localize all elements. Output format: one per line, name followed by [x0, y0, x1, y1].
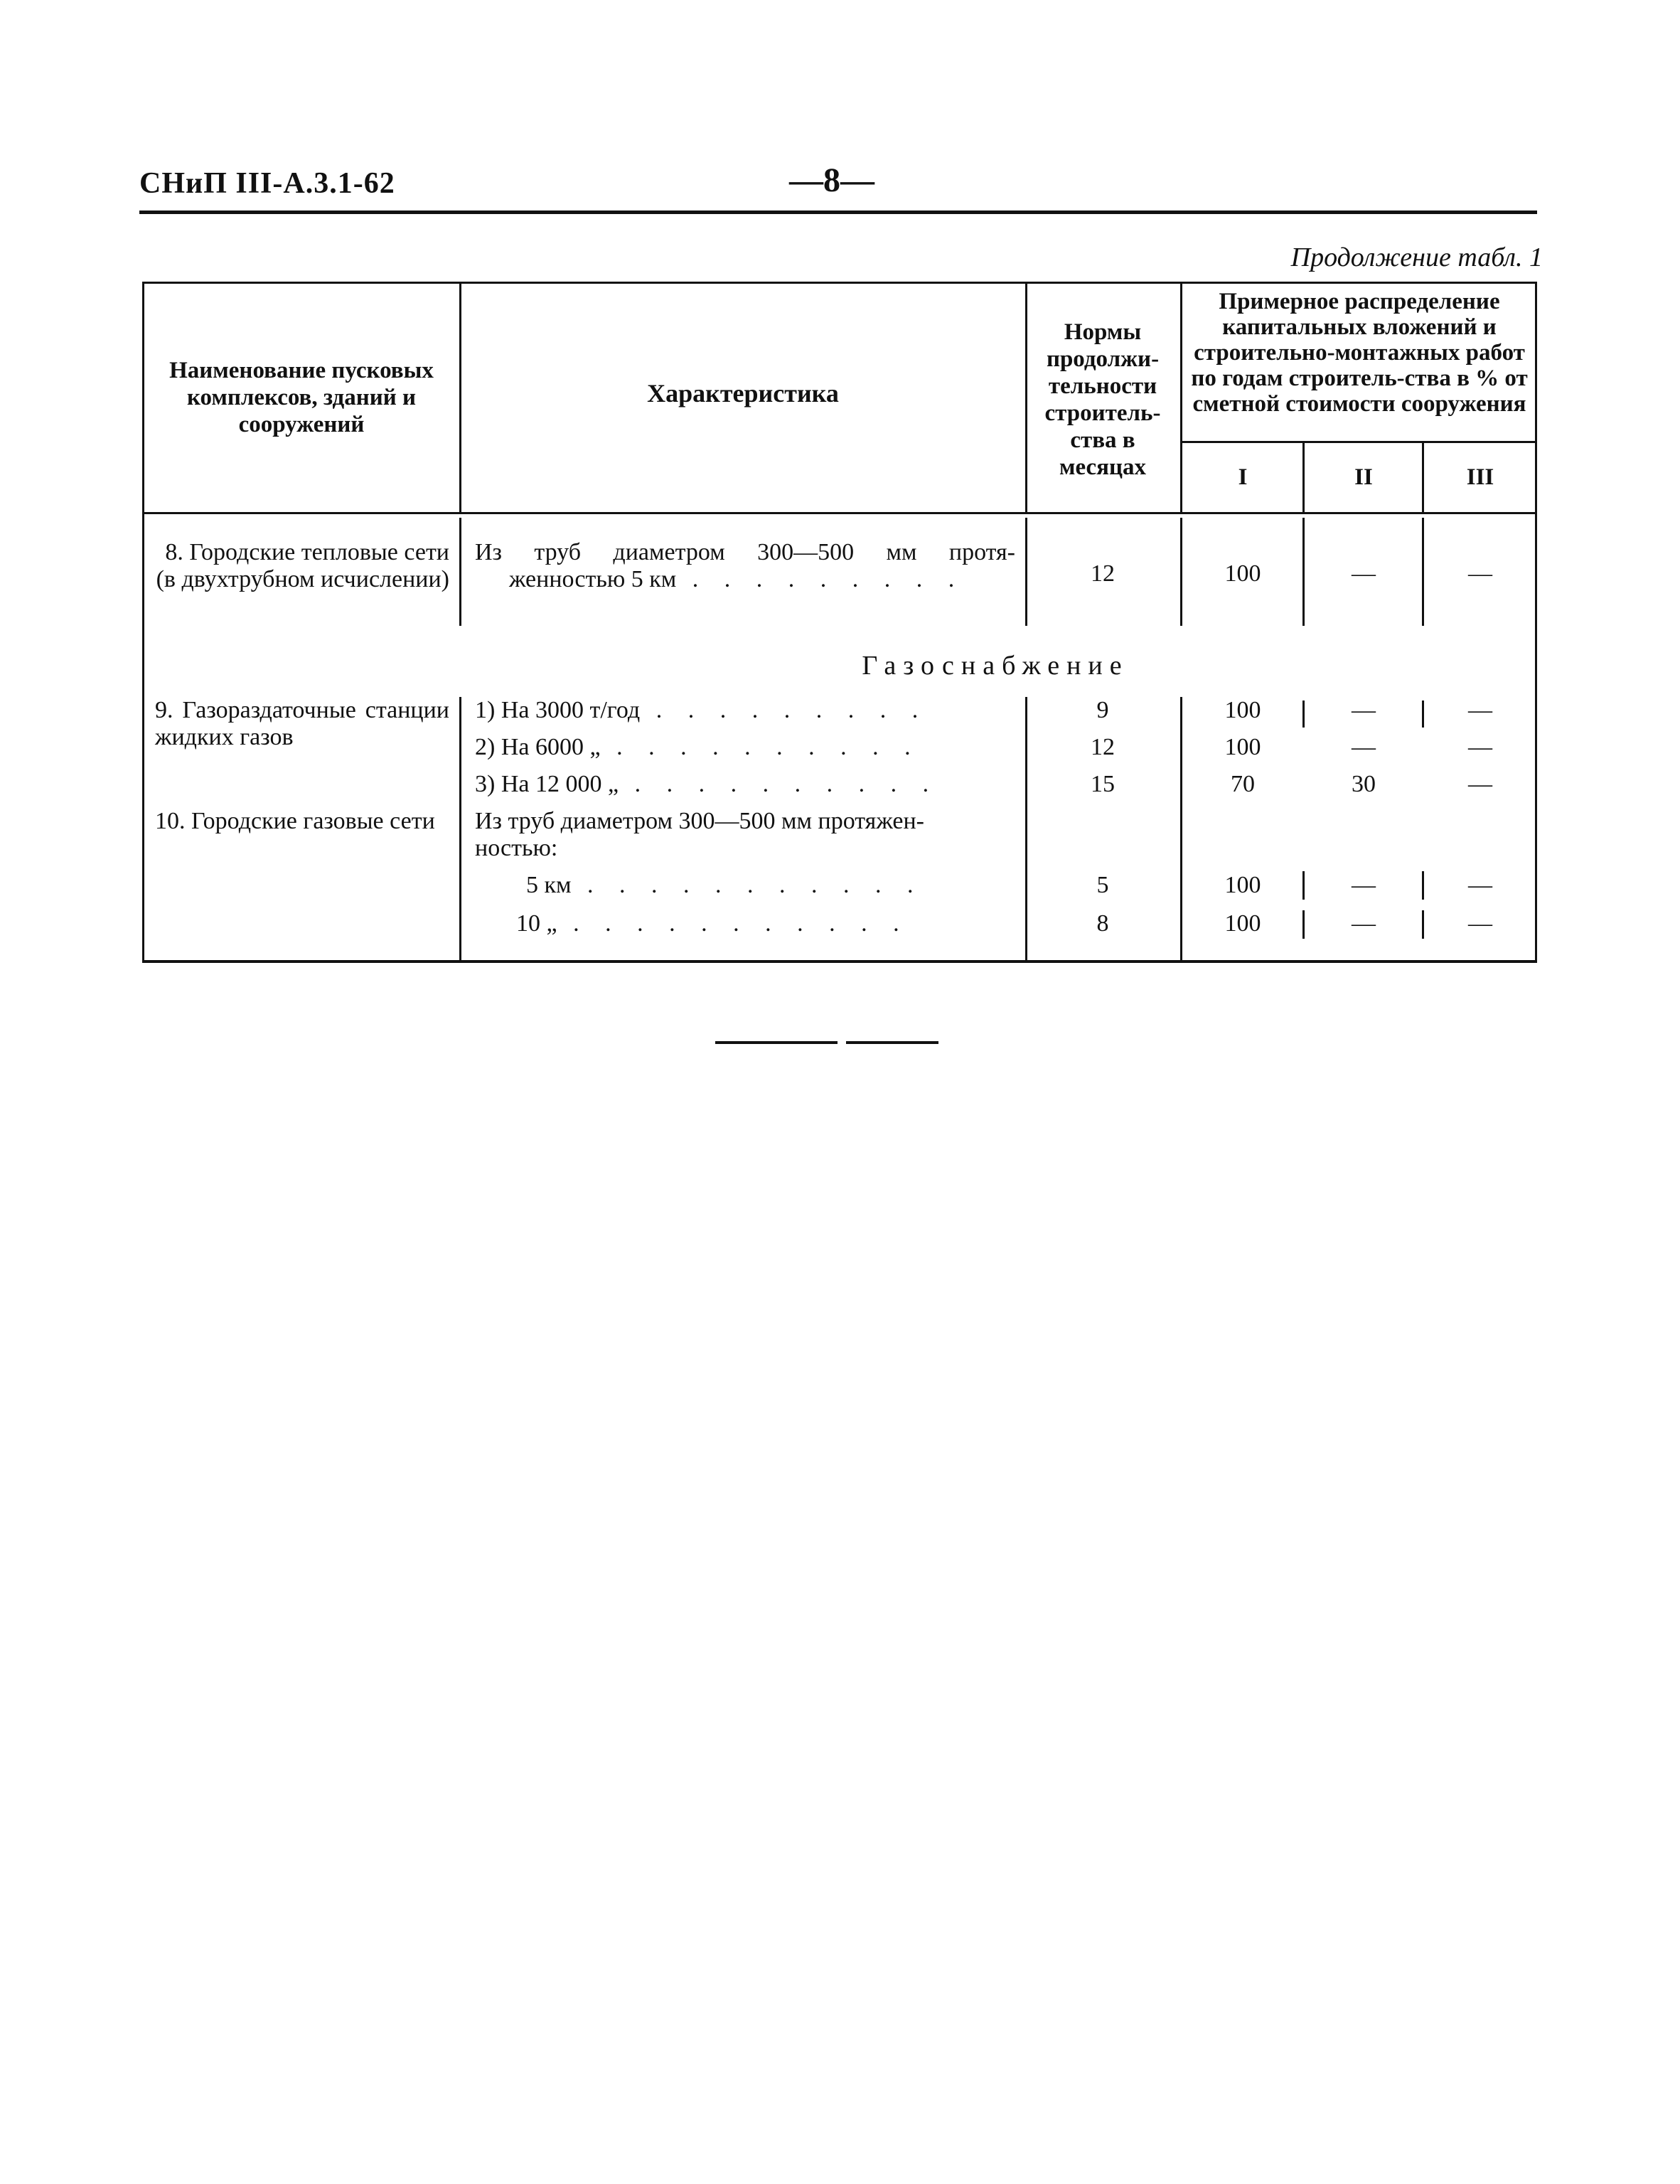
char-text: женностью 5 км	[509, 566, 677, 592]
leader-dots: . . . . . . . . .	[640, 697, 929, 723]
char-text: 10 „	[516, 910, 557, 937]
col-divider	[1302, 910, 1305, 939]
header-year-1: I	[1238, 464, 1248, 490]
leader-dots: . . . . . . . . . . .	[557, 910, 909, 937]
row-year1-gasnet-1: 100	[1224, 872, 1261, 898]
col-divider	[1302, 518, 1305, 626]
document-code: СНиП III-А.3.1-62	[139, 167, 395, 200]
row-year1-gas-1: 100	[1224, 697, 1261, 723]
row-year2-gasnet-2: —	[1352, 910, 1376, 937]
row-duration-gasnet-1: 5	[1096, 872, 1109, 898]
row-char-gasnet-intro-line2: ностью:	[475, 835, 558, 861]
row-duration-gas-1: 9	[1096, 697, 1109, 723]
row-year2-gas-2: —	[1352, 734, 1376, 760]
continuation-label: Продолжение табл. 1	[1290, 243, 1543, 272]
row-name-heat-networks: 8. Городские тепловые сети (в двухтрубном исчислении)	[156, 539, 449, 592]
leader-dots: . . . . . . . . . .	[600, 734, 921, 760]
distribution-header-rule	[1180, 441, 1537, 443]
row-char-gas-2	[475, 734, 1022, 761]
table-top-rule	[142, 282, 1537, 284]
table-bottom-rule	[142, 960, 1537, 963]
row-year1-gas-2: 100	[1224, 734, 1261, 760]
col-divider	[1025, 518, 1027, 626]
col-divider	[1422, 701, 1424, 728]
row-char-heat-line2	[509, 566, 1015, 593]
row-year2-gasnet-1: —	[1352, 872, 1376, 898]
header-year-2: II	[1354, 464, 1373, 490]
end-rule-left	[715, 1041, 838, 1044]
row-duration-gas-3: 15	[1091, 771, 1115, 797]
header-duration: Нормы продолжи-тельности строитель-ства в месяцах	[1044, 319, 1161, 480]
row-year1-gasnet-2: 100	[1224, 910, 1261, 937]
row-name-gas-stations: 9. Газораздаточные станции жидких газов	[155, 697, 449, 750]
row-year3-gas-1: —	[1468, 697, 1492, 723]
row-year3-gasnet-2: —	[1468, 910, 1492, 937]
leader-dots: . . . . . . . . . . .	[571, 872, 924, 898]
row-year3-gas-3: —	[1468, 771, 1492, 797]
row-char-gas-1	[475, 697, 1022, 724]
row-char-gasnet-2	[516, 910, 1024, 937]
row-name-gas-networks: 10. Городские газовые сети	[155, 808, 435, 834]
col-divider	[459, 282, 461, 514]
row-duration-gasnet-2: 8	[1096, 910, 1109, 937]
col-divider	[1422, 441, 1424, 514]
row-year3-gas-2: —	[1468, 734, 1492, 760]
leader-dots: . . . . . . . . . .	[619, 771, 939, 797]
col-divider	[1180, 282, 1182, 514]
char-text: 5 км	[526, 872, 572, 898]
header-characteristic: Характеристика	[647, 379, 839, 407]
row-char-gas-3	[475, 771, 1022, 798]
col-divider	[1025, 282, 1027, 514]
header-rule	[139, 211, 1537, 214]
row-duration-heat: 12	[1091, 560, 1115, 587]
header-year-3: III	[1466, 464, 1494, 490]
row-year2-gas-3: 30	[1352, 771, 1376, 797]
col-divider	[1025, 697, 1027, 960]
row-year1-heat: 100	[1224, 560, 1261, 587]
char-text: 2) На 6000 „	[475, 734, 601, 760]
row-year2-heat: —	[1352, 560, 1376, 587]
col-divider	[459, 697, 461, 960]
leader-dots: . . . . . . . . .	[676, 566, 965, 592]
row-year2-gas-1: —	[1352, 697, 1376, 723]
col-divider	[459, 518, 461, 626]
row-year3-gasnet-1: —	[1468, 872, 1492, 898]
col-divider	[1180, 697, 1182, 960]
header-name: Наименование пусковых комплексов, зданий и сооружений	[169, 358, 434, 437]
col-divider	[1302, 871, 1305, 900]
col-divider	[1180, 518, 1182, 626]
page-number: —8—	[789, 161, 874, 199]
header-distribution: Примерное распределение капитальных вложений и строительно-монтажных работ по годам строитель-ства в % от сметной стоимости сооружения	[1191, 289, 1528, 417]
row-year3-heat: —	[1468, 560, 1492, 587]
col-divider	[142, 282, 144, 962]
row-char-heat-line1: Из труб диаметром 300—500 мм протя-	[475, 539, 1015, 565]
section-gas-supply: Газоснабжение	[862, 651, 1129, 681]
row-char-gasnet-intro-line1: Из труб диаметром 300—500 мм протяжен-	[475, 808, 924, 834]
col-divider	[1422, 910, 1424, 939]
header-bottom-rule	[142, 512, 1537, 514]
row-year1-gas-3: 70	[1231, 771, 1255, 797]
char-text: 3) На 12 000 „	[475, 771, 619, 797]
end-rule-right	[846, 1041, 938, 1044]
col-divider	[1422, 518, 1424, 626]
col-divider	[1422, 871, 1424, 900]
col-divider	[1302, 701, 1305, 728]
col-divider	[1302, 441, 1305, 514]
row-char-gasnet-1	[526, 872, 1024, 899]
row-duration-gas-2: 12	[1091, 734, 1115, 760]
char-text: 1) На 3000 т/год	[475, 697, 641, 723]
